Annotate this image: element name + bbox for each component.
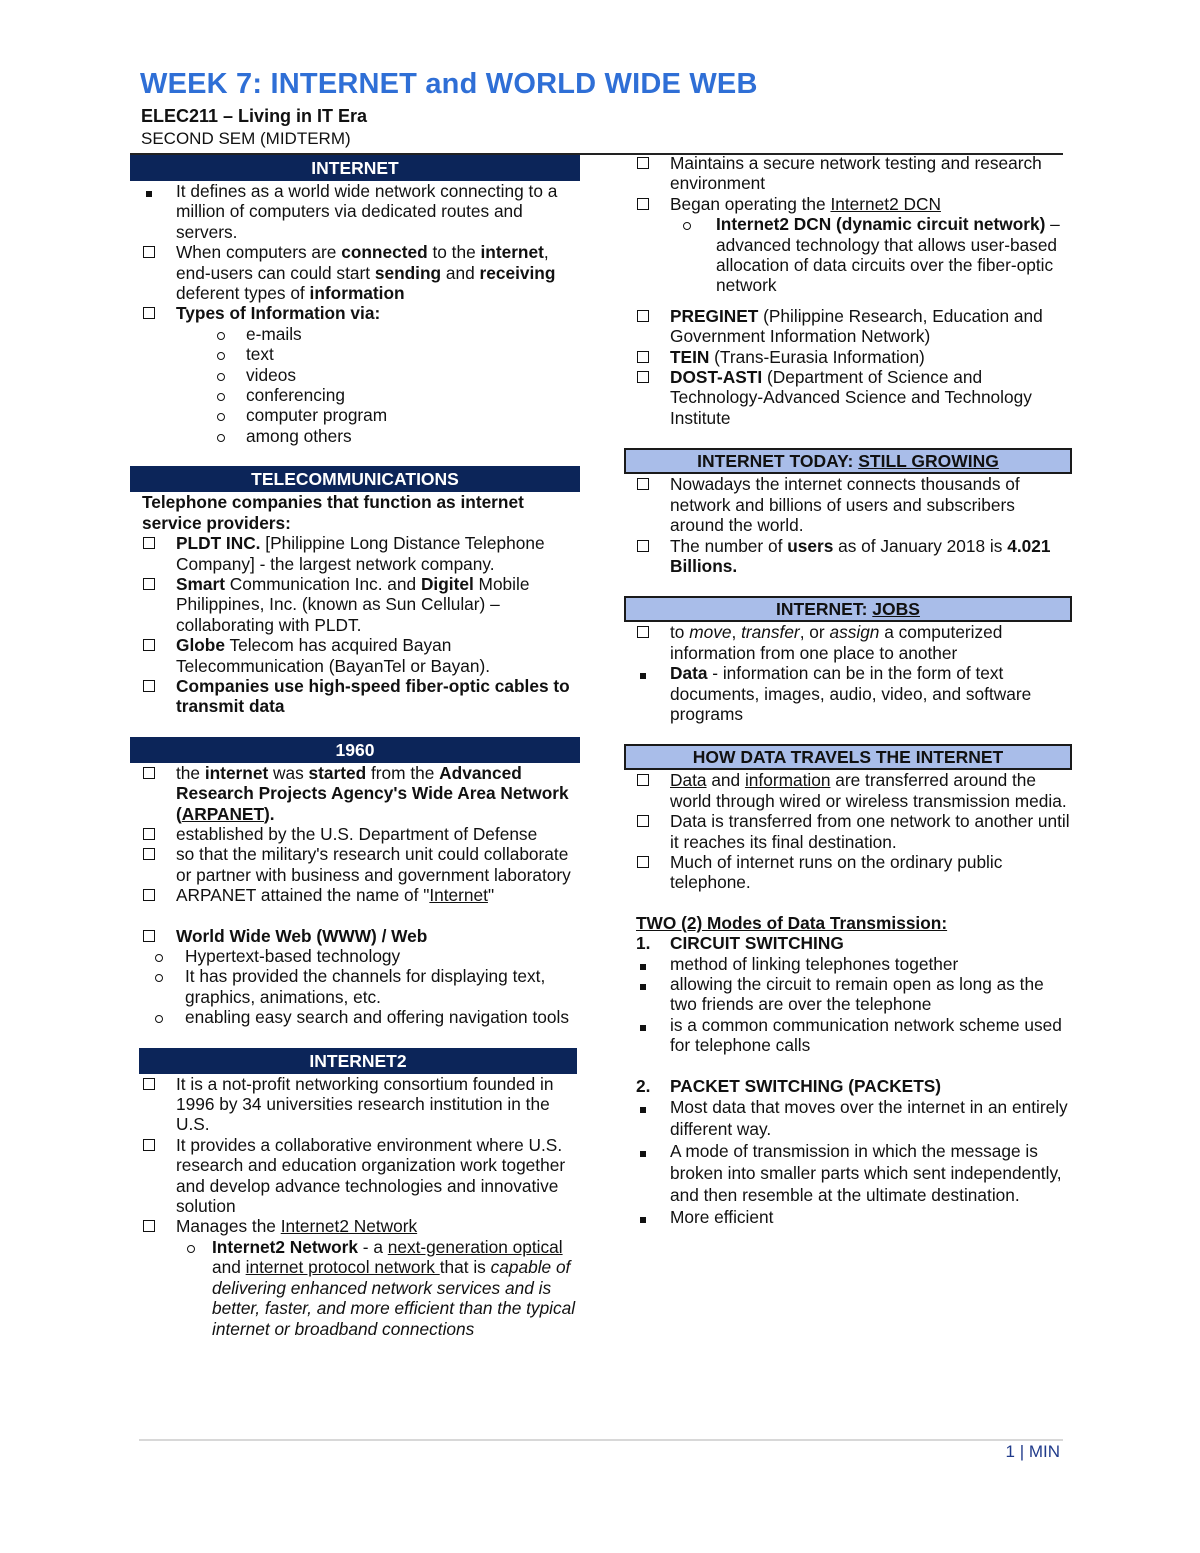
list-item: enabling easy search and offering navigation tools [130,1007,580,1027]
section-heading-internet-jobs: INTERNET: JOBS [624,596,1072,622]
square-bullet-icon [640,1217,646,1223]
checkbox-bullet-icon [143,889,155,901]
list-item: The number of users as of January 2018 is 4.021 Billions. [624,536,1072,577]
list-item: Internet2 DCN (dynamic circuit network) – advanced technology that allows user-based allocation of data circuits over the fiber-optic network [624,214,1072,296]
list-item: When computers are connected to the internet, end-users can could start sending and receiving deferent types of information [130,242,580,303]
checkbox-bullet-icon [637,774,649,786]
list-item: A mode of transmission in which the message is broken into smaller parts which sent independently, and then resemble at the ultimate destination. [624,1140,1072,1206]
checkbox-bullet-icon [143,848,155,860]
circle-bullet-icon [217,373,225,381]
list-item: Much of internet runs on the ordinary public telephone. [624,852,1072,893]
list-item: Globe Telecom has acquired Bayan Telecommunication (BayanTel or Bayan). [130,635,580,676]
list-item: so that the military's research unit could collaborate or partner with business and government laboratory [130,844,580,885]
course-name: ELEC211 – Living in IT Era [141,106,368,126]
section-heading-internet: INTERNET [130,155,580,181]
list-item: PREGINET (Philippine Research, Education and Government Information Network) [624,306,1072,347]
list-item: Data and information are transferred around the world through wired or wireless transmission media. [624,770,1072,811]
square-bullet-icon [640,673,646,679]
list-item: Companies use high-speed fiber-optic cables to transmit data [130,676,580,717]
circle-bullet-icon [217,352,225,360]
modes-heading: TWO (2) Modes of Data Transmission: [636,912,948,933]
circle-bullet-icon [217,413,225,421]
semester-label: SECOND SEM (MIDTERM) [141,129,351,148]
list-item: Nowadays the internet connects thousands of network and billions of users and subscribers around the world. [624,474,1072,535]
list-item: 1. CIRCUIT SWITCHING [636,933,844,954]
list-item: e-mails [130,324,580,344]
footer-rule [139,1439,1063,1441]
list-item: More efficient [624,1206,1072,1228]
checkbox-bullet-icon [637,626,649,638]
list-item: Most data that moves over the internet in an entirely different way. [624,1096,1072,1140]
list-item: DOST-ASTI (Department of Science and Technology-Advanced Science and Technology Institute [624,367,1072,428]
list-item: It defines as a world wide network connecting to a million of computers via dedicated routes and servers. [130,181,580,242]
list-item: computer program [130,405,580,425]
checkbox-bullet-icon [637,157,649,169]
square-bullet-icon [640,984,646,990]
list-item: It has provided the channels for displaying text, graphics, animations, etc. [130,966,580,1007]
checkbox-bullet-icon [143,930,155,942]
list-item: It provides a collaborative environment where U.S. research and education organization work together and develop advance technologies and innovative solution [130,1135,580,1217]
list-item: text [130,344,580,364]
list-item: PLDT INC. [Philippine Long Distance Telephone Company] - the largest network company. [130,533,580,574]
list-item: conferencing [130,385,580,405]
section-heading-telecommunications: TELECOMMUNICATIONS [130,466,580,492]
checkbox-bullet-icon [143,537,155,549]
square-bullet-icon [640,1151,646,1157]
list-item: established by the U.S. Department of Defense [130,824,580,844]
section-heading-1960: 1960 [130,737,580,763]
list-item: 2. PACKET SWITCHING (PACKETS) [636,1075,942,1096]
section-heading-internet2: INTERNET2 [139,1048,577,1074]
list-item: World Wide Web (WWW) / Web [130,926,580,946]
checkbox-bullet-icon [143,1139,155,1151]
list-item: method of linking telephones together [624,954,1072,974]
circle-bullet-icon [155,1015,163,1023]
checkbox-bullet-icon [637,478,649,490]
circle-bullet-icon [155,954,163,962]
checkbox-bullet-icon [143,246,155,258]
list-item: TEIN (Trans-Eurasia Information) [624,347,1072,367]
circle-bullet-icon [217,393,225,401]
checkbox-bullet-icon [143,680,155,692]
checkbox-bullet-icon [637,815,649,827]
circle-bullet-icon [155,974,163,982]
checkbox-bullet-icon [637,351,649,363]
list-item: Internet2 Network - a next-generation optical and internet protocol network that is capable of delivering enhanced network services and is better, faster, and more efficient than the typical internet or broadband connections [130,1237,580,1339]
left-column [130,155,580,1339]
section-heading-data-travels: HOW DATA TRAVELS THE INTERNET [624,744,1072,770]
circle-bullet-icon [683,222,691,230]
list-item: videos [130,365,580,385]
checkbox-bullet-icon [637,540,649,552]
checkbox-bullet-icon [143,307,155,319]
list-item: Began operating the Internet2 DCN [624,194,1072,214]
list-item: ARPANET attained the name of "Internet" [130,885,580,905]
document-title: WEEK 7: INTERNET and WORLD WIDE WEB [140,68,758,100]
list-item: among others [130,426,580,446]
checkbox-bullet-icon [143,1078,155,1090]
list-item: Manages the Internet2 Network [130,1216,580,1236]
list-item: Data is transferred from one network to another until it reaches its final destination. [624,811,1072,852]
checkbox-bullet-icon [637,198,649,210]
circle-bullet-icon [217,434,225,442]
list-item: Smart Communication Inc. and Digitel Mobile Philippines, Inc. (known as Sun Cellular) – collaborating with PLDT. [130,574,580,635]
list-item: allowing the circuit to remain open as long as the two friends are over the telephone [624,974,1072,1015]
circle-bullet-icon [187,1245,195,1253]
checkbox-bullet-icon [143,578,155,590]
section-heading-internet-today: INTERNET TODAY: STILL GROWING [624,448,1072,474]
checkbox-bullet-icon [143,828,155,840]
square-bullet-icon [640,1025,646,1031]
checkbox-bullet-icon [143,767,155,779]
list-item: Types of Information via: [130,303,580,323]
list-item: Data - information can be in the form of text documents, images, audio, video, and software programs [624,663,1072,724]
list-item: to move, transfer, or assign a computerized information from one place to another [624,622,1072,663]
checkbox-bullet-icon [143,639,155,651]
checkbox-bullet-icon [637,371,649,383]
list-item: the internet was started from the Advanced Research Projects Agency's Wide Area Network (ARPANET). [130,763,580,824]
checkbox-bullet-icon [637,310,649,322]
list-item: is a common communication network scheme used for telephone calls [624,1015,1072,1056]
circle-bullet-icon [217,332,225,340]
square-bullet-icon [640,1107,646,1113]
list-item: Hypertext-based technology [130,946,580,966]
telecom-intro: Telephone companies that function as internet service providers: [142,492,524,533]
checkbox-bullet-icon [637,856,649,868]
right-column [624,153,1072,1228]
list-item: It is a not-profit networking consortium founded in 1996 by 34 universities research institution in the U.S. [130,1074,580,1135]
page-number: 1 | MIN [1005,1442,1060,1461]
square-bullet-icon [640,964,646,970]
list-item: Maintains a secure network testing and research environment [624,153,1072,194]
checkbox-bullet-icon [143,1220,155,1232]
square-bullet-icon [146,191,152,197]
